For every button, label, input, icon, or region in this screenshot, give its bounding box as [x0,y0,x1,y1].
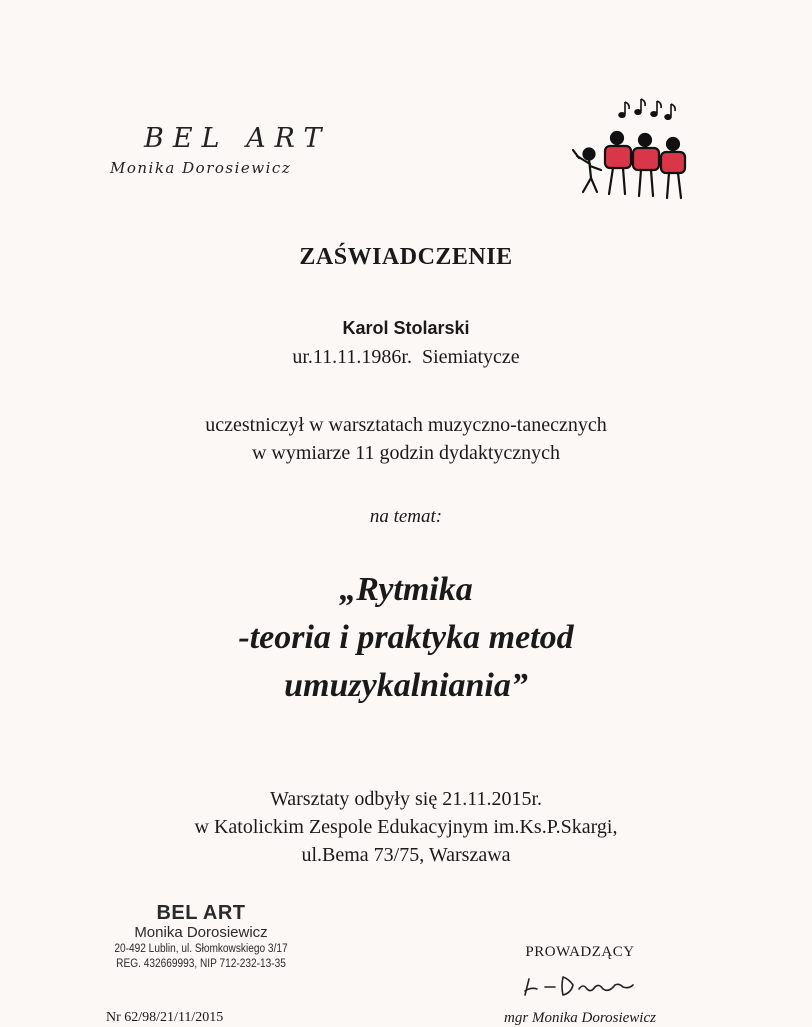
singing-children-icon [565,96,705,208]
logo-brand-text: BEL ART [144,123,331,154]
signature-block [480,944,680,1001]
workshop-line-2: w wymiarze 11 godzin dydaktycznych [251,442,561,464]
stamp-brand: BEL ART [156,902,246,924]
workshop-line-1: uczestniczył w warsztatach muzyczno-tanecznych [205,414,607,436]
stamp-registration: REG. 432669993, NIP 712-232-13-35 [116,958,286,970]
stamp-address: 20-492 Lublin, ul. Słomkowskiego 3/17 [114,943,288,955]
handwritten-signature [505,971,655,1001]
workshop-address: ul.Bema 73/75, Warszawa [301,844,511,866]
workshop-venue: w Katolickim Zespole Edukacyjnym im.Ks.P.Skargi, [194,816,618,838]
brand-logo [110,124,360,178]
birth-place: Siemiatycze [421,346,520,368]
signature-label: PROWADZĄCY [525,944,635,960]
certificate-title: ZAŚWIADCZENIE [299,244,513,270]
company-stamp [86,902,316,972]
workshop-topic [0,566,812,710]
topic-line-1: „Rytmika [339,571,473,608]
signatory-name: mgr Monika Dorosiewicz [504,1010,656,1026]
certificate-number: Nr 62/98/21/11/2015 [106,1010,224,1025]
topic-line-2: -teoria i praktyka metod [238,619,574,656]
topic-line-3: umuzykalniania” [284,667,528,704]
birth-info [0,346,812,369]
subject-label: na temat: [369,506,443,527]
birth-date: ur.11.11.1986r. [292,346,412,368]
workshop-date: Warsztaty odbyły się 21.11.2015r. [269,788,543,810]
stamp-owner: Monika Dorosiewicz [134,924,268,941]
logo-owner-text: Monika Dorosiewicz [110,159,292,177]
participant-name: Karol Stolarski [342,318,470,338]
